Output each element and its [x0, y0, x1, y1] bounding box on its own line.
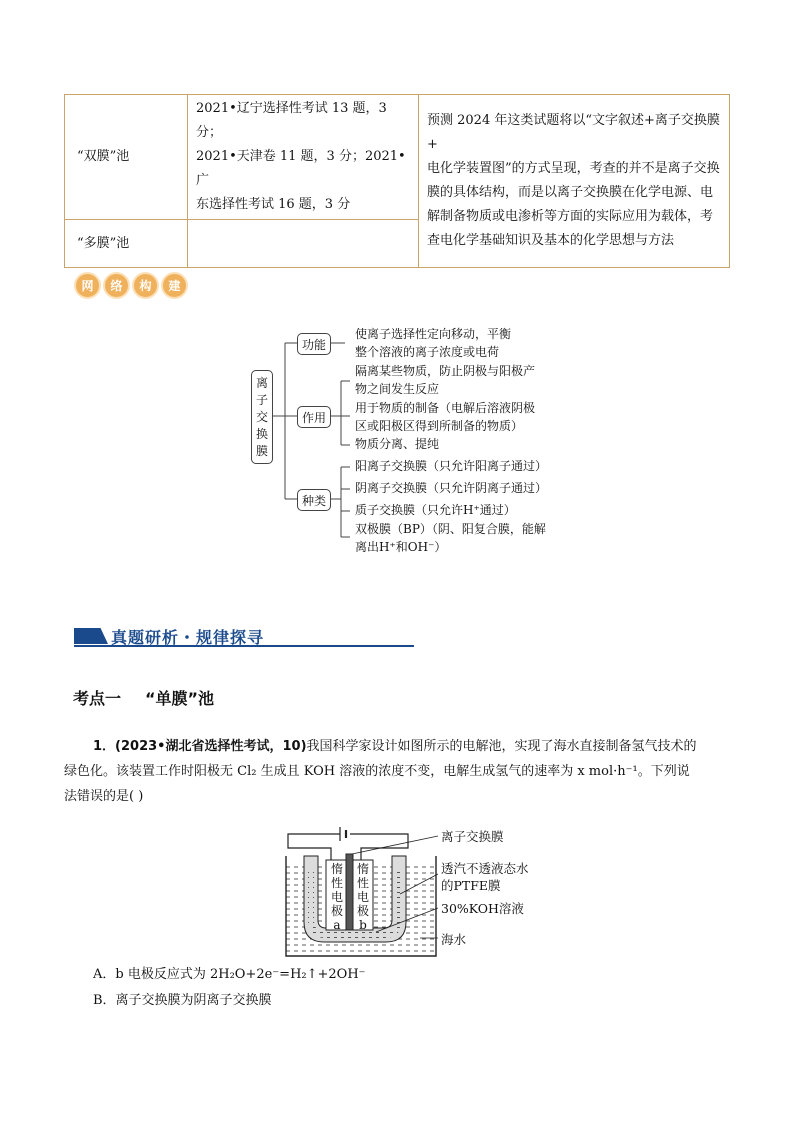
root-text [256, 375, 268, 460]
badge-char: 络 [103, 272, 130, 299]
branch-kinds: 种类 [297, 489, 331, 511]
electrode-b-label [353, 862, 373, 932]
electrode-char: 电 [330, 890, 343, 904]
root-char: 换 [255, 426, 268, 441]
prediction-line: 膜的具体结构，而是以离子交换膜在化学电源、电 [427, 185, 714, 200]
label-seawater: 海水 [441, 932, 467, 947]
label-koh-solution: 30%KOH溶液 [441, 901, 524, 916]
question-number: 1． [93, 739, 116, 754]
question-text: 我国科学家设计如图所示的电解池，实现了海水直接制备氢气技术的 [306, 739, 697, 754]
kaodian-label: 考点一 [73, 689, 122, 708]
source-line: 2021•天津卷 11 题，3 分；2021•广 [196, 149, 406, 188]
label-ptfe-line2: 的PTFE膜 [441, 878, 501, 893]
pool-type-double: “双膜”池 [65, 95, 188, 220]
leaf-line: 区或阳极区得到所制备的物质） [355, 418, 524, 433]
electrode-char: 惰 [330, 862, 343, 876]
electrode-char: 电 [356, 890, 369, 904]
leaf-line: 离出H⁺和OH⁻） [355, 539, 447, 554]
electrode-char: b [359, 918, 367, 932]
mindmap-leaf [355, 326, 511, 361]
mindmap-leaf: 阴离子交换膜（只允许阴离子通过） [355, 481, 548, 495]
root-char: 离 [255, 375, 268, 390]
kaodian-heading [73, 686, 214, 709]
source-line: 东选择性考试 16 题，3 分 [196, 197, 351, 212]
badge-char: 建 [161, 272, 188, 299]
source-line: 2021•辽宁选择性考试 13 题，3 分； [196, 101, 387, 140]
question-1-line3: 法错误的是( ) [64, 789, 144, 804]
option-a: A．b 电极反应式为 2H₂O+2e⁻=H₂↑+2OH⁻ [93, 967, 366, 982]
root-char: 交 [255, 409, 268, 424]
badge-char: 构 [132, 272, 159, 299]
prediction-line: 电化学装置图”的方式呈现，考查的并不是离子交换 [427, 161, 720, 176]
mindmap-leaf: 物质分离、提纯 [355, 437, 440, 451]
root-char: 子 [255, 392, 268, 407]
question-source: (2023•湖北省选择性考试，10) [115, 739, 307, 754]
leaf-line: 整个溶液的离子浓度或电荷 [355, 344, 500, 359]
electrode-char: 极 [330, 904, 343, 918]
electrode-char: 极 [356, 904, 369, 918]
leaf-line: 双极膜（BP）（阴、阳复合膜，能解 [355, 522, 546, 536]
branch-role: 作用 [297, 406, 331, 428]
electrode-a-label [327, 862, 347, 932]
leaf-line: 物之间发生反应 [355, 381, 440, 396]
mindmap-leaf: 质子交换膜（只允许H⁺通过） [355, 503, 516, 517]
leaf-line: 使离子选择性定向移动，平衡 [355, 327, 512, 341]
mindmap-root [251, 370, 273, 464]
mindmap-leaf: 阳离子交换膜（只允许阳离子通过） [355, 459, 548, 473]
electrode-char: 惰 [356, 862, 369, 876]
root-char: 膜 [255, 443, 268, 458]
kaodian-title: “单膜”池 [145, 689, 215, 708]
electrode-char: 性 [356, 876, 369, 890]
electrode-char: a [333, 918, 341, 932]
label-ion-exchange-membrane: 离子交换膜 [441, 829, 504, 844]
electrode-char: 性 [330, 876, 343, 890]
mindmap-leaf [355, 521, 546, 556]
badge-char: 网 [74, 272, 101, 299]
pool-type-multi: “多膜”池 [65, 220, 188, 268]
question-1-line2: 绿色化。该装置工作时阳极无 Cl₂ 生成且 KOH 溶液的浓度不变，电解生成氢气的速率为 x mol·h⁻¹。下列说 [64, 764, 690, 779]
prediction-line: 预测 2024 年这类试题将以“文字叙述+离子交换膜+ [427, 113, 720, 152]
prediction-line: 解制备物质或电渗析等方面的实际应用为载体，考 [427, 209, 714, 224]
branch-function: 功能 [297, 333, 331, 355]
mindmap-leaf [355, 400, 535, 435]
leaf-line: 用于物质的制备（电解后溶液阴极 [355, 401, 536, 415]
leaf-line: 隔离某些物质，防止阴极与阳极产 [355, 364, 536, 378]
option-b: B．离子交换膜为阴离子交换膜 [93, 993, 272, 1008]
section-title: 真题研析・规律探寻 [111, 628, 265, 647]
section-title-bar [74, 628, 108, 644]
question-1-line1 [64, 734, 734, 759]
mindmap-leaf [355, 363, 535, 398]
prediction-line: 查电化学基础知识及基本的化学思想与方法 [427, 233, 675, 248]
label-ptfe-line1: 透汽不透液态水 [441, 861, 529, 876]
